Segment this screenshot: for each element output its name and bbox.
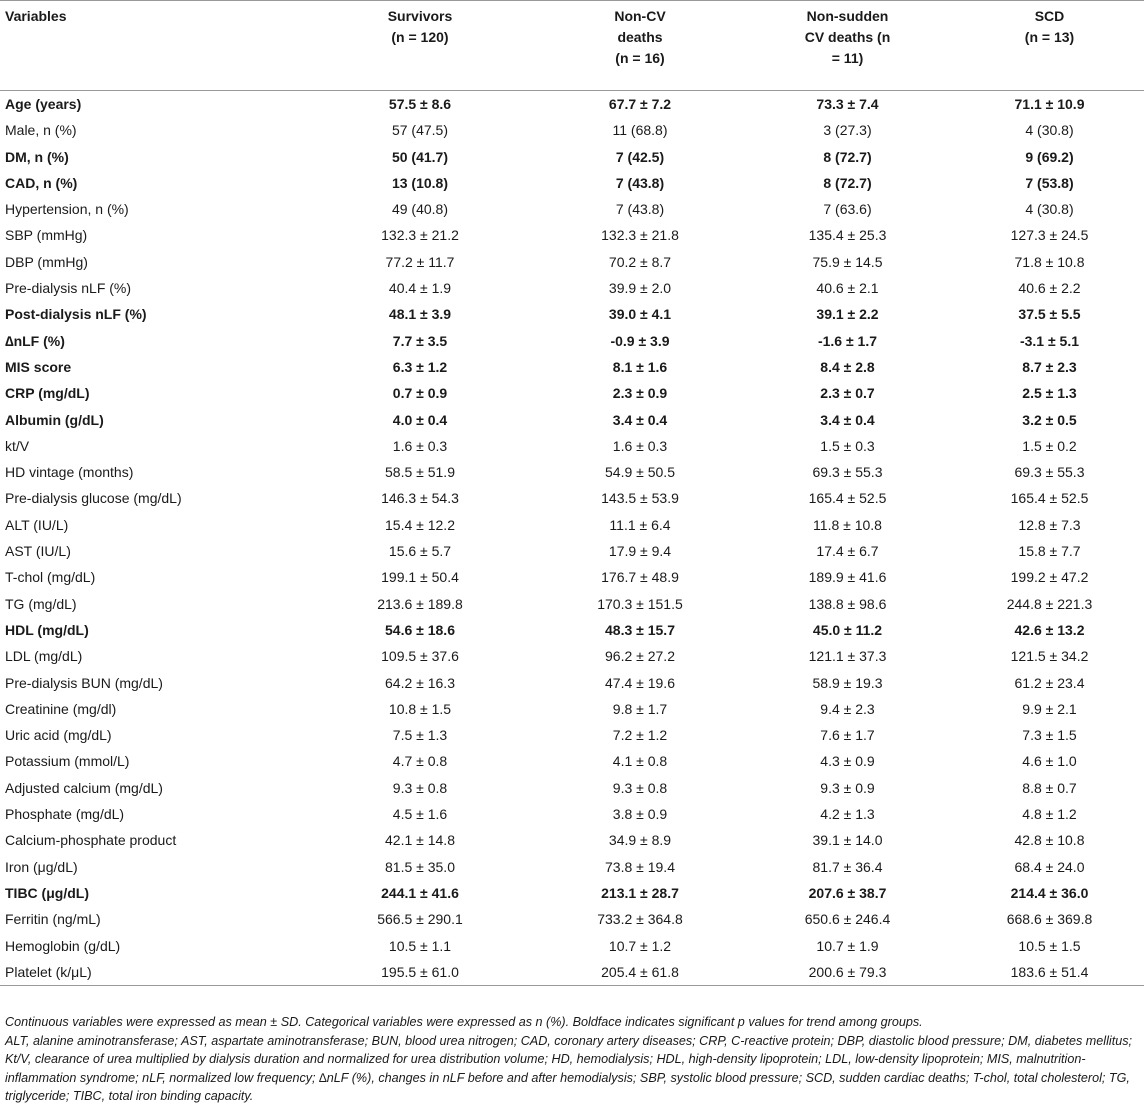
- value-cell: 183.6 ± 51.4: [955, 959, 1144, 986]
- variable-name-cell: ∆nLF (%): [5, 332, 65, 349]
- table-header: [0, 1, 1144, 91]
- value-cell: 42.8 ± 10.8: [1014, 832, 1085, 849]
- value-cell: 96.2 ± 27.2: [605, 648, 675, 665]
- column-header-line: (n = 120): [391, 29, 449, 45]
- value-cell: 9.9 ± 2.1: [1022, 700, 1077, 717]
- value-cell: 4.2 ± 1.3: [820, 806, 875, 823]
- value-cell: 7.6 ± 1.7: [820, 727, 875, 744]
- table-row: [0, 170, 1144, 196]
- value-cell: 4.1 ± 0.8: [612, 753, 668, 770]
- value-cell: 64.2 ± 16.3: [385, 674, 455, 691]
- value-cell: 10.7 ± 1.2: [608, 937, 672, 954]
- table-row: [0, 91, 1144, 118]
- value-cell: 10.7 ± 1.9: [816, 937, 879, 954]
- column-header: [740, 1, 955, 91]
- table-row: [0, 354, 1144, 380]
- value-cell: 135.4 ± 25.3: [808, 227, 887, 244]
- value-cell: 57 (47.5): [391, 122, 449, 139]
- value-cell: 9.8 ± 1.7: [612, 700, 668, 717]
- column-header-line: Variables: [5, 8, 67, 24]
- variable-name-cell: Calcium-phosphate product: [5, 832, 177, 849]
- variable-name-cell: Pre-dialysis glucose (mg/dL): [5, 490, 182, 507]
- value-cell: 121.1 ± 37.3: [808, 648, 887, 665]
- value-cell: 1.6 ± 0.3: [392, 437, 448, 454]
- value-cell: 7 (42.5): [615, 148, 665, 165]
- value-cell: 6.3 ± 1.2: [392, 358, 448, 375]
- column-header-line: (n = 16): [615, 50, 665, 66]
- value-cell: -1.6 ± 1.7: [817, 332, 878, 349]
- value-cell: 4.3 ± 0.9: [820, 753, 875, 770]
- table-row: [0, 722, 1144, 748]
- variable-name-cell: CRP (mg/dL): [5, 385, 90, 402]
- table-footnote: [5, 1013, 1135, 1106]
- variable-name-cell: Post-dialysis nLF (%): [5, 306, 147, 323]
- table-row: [0, 275, 1144, 301]
- value-cell: 70.2 ± 8.7: [608, 253, 672, 270]
- variable-name-cell: Pre-dialysis nLF (%): [5, 280, 132, 297]
- variable-name-cell: Pre-dialysis BUN (mg/dL): [5, 674, 163, 691]
- value-cell: 10.8 ± 1.5: [388, 700, 452, 717]
- value-cell: 7.7 ± 3.5: [392, 332, 448, 349]
- variable-name-cell: TG (mg/dL): [5, 595, 77, 612]
- value-cell: 10.5 ± 1.5: [1018, 937, 1081, 954]
- value-cell: 146.3 ± 54.3: [381, 490, 459, 507]
- value-cell: 7 (63.6): [823, 201, 872, 218]
- table-row: [0, 617, 1144, 643]
- value-cell: 15.8 ± 7.7: [1018, 543, 1081, 560]
- table-row: [0, 880, 1144, 906]
- column-header-line: SCD: [1034, 8, 1065, 24]
- value-cell: 39.1 ± 14.0: [812, 832, 883, 849]
- value-cell: 11.8 ± 10.8: [813, 516, 882, 533]
- value-cell: 214.4 ± 36.0: [1010, 884, 1089, 901]
- variable-name-cell: SBP (mmHg): [5, 227, 88, 244]
- value-cell: 4 (30.8): [1025, 201, 1074, 218]
- value-cell: 47.4 ± 19.6: [605, 674, 675, 691]
- value-cell: 50 (41.7): [391, 148, 449, 165]
- value-cell: 37.5 ± 5.5: [1018, 306, 1081, 323]
- value-cell: 176.7 ± 48.9: [601, 569, 679, 586]
- value-cell: 73.3 ± 7.4: [816, 96, 879, 112]
- value-cell: 2.5 ± 1.3: [1022, 385, 1077, 402]
- value-cell: 189.9 ± 41.6: [808, 569, 887, 586]
- column-header-line: CV deaths (n: [804, 29, 891, 45]
- footnote-summary: Continuous variables were expressed as mean ± SD. Categorical variables were expressed as n (%). Boldface indicates significant p values for trend among groups.: [5, 1015, 923, 1029]
- value-cell: 0.7 ± 0.9: [392, 385, 448, 402]
- value-cell: 8.8 ± 0.7: [1022, 779, 1077, 796]
- value-cell: 40.6 ± 2.1: [816, 280, 879, 297]
- value-cell: 11.1 ± 6.4: [609, 516, 671, 533]
- value-cell: 143.5 ± 53.9: [601, 490, 679, 507]
- value-cell: 48.3 ± 15.7: [605, 621, 675, 638]
- value-cell: 68.4 ± 24.0: [1014, 858, 1085, 875]
- value-cell: 109.5 ± 37.6: [381, 648, 459, 665]
- variable-name-cell: T-chol (mg/dL): [5, 569, 96, 586]
- value-cell: 67.7 ± 7.2: [608, 96, 672, 112]
- value-cell: 138.8 ± 98.6: [808, 595, 887, 612]
- value-cell: 244.8 ± 221.3: [1006, 595, 1093, 612]
- column-header: [540, 1, 740, 91]
- table-row: [0, 459, 1144, 485]
- table-row: [0, 301, 1144, 327]
- value-cell: 75.9 ± 14.5: [812, 253, 883, 270]
- table-header-row: [0, 1, 1144, 91]
- value-cell: 7 (43.8): [615, 201, 665, 218]
- column-header-line: deaths: [617, 29, 663, 45]
- value-cell: 10.5 ± 1.1: [388, 937, 452, 954]
- table-row: [0, 249, 1144, 275]
- value-cell: 48.1 ± 3.9: [388, 306, 452, 323]
- variable-name-cell: Adjusted calcium (mg/dL): [5, 779, 163, 796]
- variable-name-cell: TIBC (μg/dL): [5, 884, 89, 901]
- value-cell: -3.1 ± 5.1: [1019, 332, 1080, 349]
- value-cell: 4 (30.8): [1025, 122, 1074, 139]
- column-header-line: (n = 13): [1024, 29, 1075, 45]
- value-cell: 73.8 ± 19.4: [605, 858, 675, 875]
- value-cell: 8.4 ± 2.8: [820, 358, 875, 375]
- value-cell: 7 (43.8): [615, 174, 665, 191]
- value-cell: 3.4 ± 0.4: [612, 411, 668, 428]
- value-cell: 9.3 ± 0.8: [612, 779, 668, 796]
- value-cell: 200.6 ± 79.3: [740, 959, 955, 986]
- value-cell: 7 (53.8): [1025, 174, 1074, 191]
- value-cell: 81.7 ± 36.4: [812, 858, 883, 875]
- variable-name-cell: DM, n (%): [5, 148, 69, 165]
- value-cell: 4.8 ± 1.2: [1022, 806, 1077, 823]
- variable-name-cell: Ferritin (ng/mL): [5, 911, 101, 928]
- value-cell: 2.3 ± 0.9: [612, 385, 668, 402]
- value-cell: 71.8 ± 10.8: [1014, 253, 1085, 270]
- table-row: [0, 144, 1144, 170]
- value-cell: 9 (69.2): [1025, 148, 1074, 165]
- value-cell: 9.3 ± 0.9: [820, 779, 875, 796]
- value-cell: 121.5 ± 34.2: [1010, 648, 1089, 665]
- value-cell: 165.4 ± 52.5: [1010, 490, 1089, 507]
- value-cell: 39.9 ± 2.0: [608, 280, 672, 297]
- value-cell: 69.3 ± 55.3: [812, 464, 883, 481]
- value-cell: 17.9 ± 9.4: [608, 543, 672, 560]
- value-cell: 650.6 ± 246.4: [804, 911, 891, 928]
- value-cell: 40.4 ± 1.9: [388, 280, 452, 297]
- table-row: [0, 696, 1144, 722]
- value-cell: 17.4 ± 6.7: [816, 543, 879, 560]
- variable-name-cell: DBP (mmHg): [5, 253, 88, 270]
- value-cell: 7.2 ± 1.2: [612, 727, 668, 744]
- value-cell: 8.1 ± 1.6: [612, 358, 668, 375]
- value-cell: 7.3 ± 1.5: [1022, 727, 1077, 744]
- value-cell: 69.3 ± 55.3: [1014, 464, 1085, 481]
- value-cell: 39.0 ± 4.1: [608, 306, 672, 323]
- value-cell: 12.8 ± 7.3: [1018, 516, 1081, 533]
- table-row: [0, 512, 1144, 538]
- value-cell: 8 (72.7): [823, 148, 872, 165]
- value-cell: 15.4 ± 12.2: [385, 516, 455, 533]
- value-cell: 195.5 ± 61.0: [300, 959, 540, 986]
- value-cell: 54.6 ± 18.6: [385, 621, 455, 638]
- value-cell: 40.6 ± 2.2: [1018, 280, 1081, 297]
- value-cell: 1.5 ± 0.2: [1022, 437, 1077, 454]
- value-cell: 1.5 ± 0.3: [820, 437, 875, 454]
- value-cell: 8.7 ± 2.3: [1022, 358, 1077, 375]
- table-row: [0, 485, 1144, 511]
- value-cell: 81.5 ± 35.0: [385, 858, 455, 875]
- variable-name-cell: Hypertension, n (%): [5, 201, 129, 218]
- value-cell: 3.8 ± 0.9: [612, 806, 668, 823]
- variable-name-cell: Uric acid (mg/dL): [5, 727, 112, 744]
- variable-name-cell: HDL (mg/dL): [5, 621, 89, 638]
- table-row: [0, 117, 1144, 143]
- value-cell: 213.6 ± 189.8: [377, 595, 463, 612]
- table-row: [0, 407, 1144, 433]
- table-row: [0, 748, 1144, 774]
- variable-name-cell: AST (IU/L): [5, 543, 71, 560]
- value-cell: 13 (10.8): [391, 174, 449, 191]
- table-row: [0, 538, 1144, 564]
- value-cell: 45.0 ± 11.2: [812, 621, 883, 638]
- value-cell: 58.9 ± 19.3: [812, 674, 883, 691]
- variable-name-cell: Phosphate (mg/dL): [5, 806, 125, 823]
- table-row: [0, 643, 1144, 669]
- table-row: [0, 801, 1144, 827]
- value-cell: 49 (40.8): [391, 201, 449, 218]
- value-cell: 2.3 ± 0.7: [820, 385, 875, 402]
- value-cell: 77.2 ± 11.7: [385, 253, 455, 270]
- variable-name-cell: Potassium (mmol/L): [5, 753, 130, 770]
- column-header: [955, 1, 1144, 91]
- table-row: [0, 933, 1144, 959]
- value-cell: 213.1 ± 28.7: [601, 884, 679, 901]
- value-cell: 207.6 ± 38.7: [808, 884, 887, 901]
- value-cell: 34.9 ± 8.9: [608, 832, 672, 849]
- value-cell: 4.7 ± 0.8: [392, 753, 448, 770]
- value-cell: -0.9 ± 3.9: [610, 332, 670, 349]
- variable-name-cell: Albumin (g/dL): [5, 411, 104, 428]
- table-row: [0, 196, 1144, 222]
- variable-name-cell: ALT (IU/L): [5, 516, 69, 533]
- table-row: [0, 775, 1144, 801]
- value-cell: 733.2 ± 364.8: [597, 911, 683, 928]
- variable-name-cell: Creatinine (mg/dl): [5, 700, 117, 717]
- value-cell: 3.4 ± 0.4: [820, 411, 875, 428]
- value-cell: 4.0 ± 0.4: [392, 411, 448, 428]
- footnote-abbreviations: ALT, alanine aminotransferase; AST, aspartate aminotransferase; BUN, blood urea nitrogen; CAD, coronary artery diseases; CRP, C-reactive protein; DBP, diastolic blood pressure; DM, diabetes mellitus; Kt/V, clearance of urea multiplied by dialysis duration and normalized for urea distribution volume; HD, hemodialysis; HDL, high-density lipoprotein; LDL, low-density lipoprotein; MIS, malnutrition-inflammation syndrome; nLF, normalized low frequency; ∆nLF (%), changes in nLF before and after hemodialysis; SBP, systolic blood pressure; SCD, sudden cardiac deaths; T-chol, total cholesterol; TG, triglyceride; TIBC, total iron binding capacity.: [5, 1033, 1132, 1104]
- table-row: [0, 854, 1144, 880]
- value-cell: 39.1 ± 2.2: [816, 306, 879, 323]
- table-row: [0, 564, 1144, 590]
- variable-name-cell: Age (years): [5, 96, 82, 112]
- column-header-line: Survivors: [387, 8, 453, 24]
- value-cell: 15.6 ± 5.7: [388, 543, 452, 560]
- column-header-line: Non-sudden: [806, 8, 889, 24]
- value-cell: 57.5 ± 8.6: [388, 96, 452, 112]
- value-cell: 42.6 ± 13.2: [1014, 621, 1085, 638]
- value-cell: 58.5 ± 51.9: [385, 464, 455, 481]
- value-cell: 199.2 ± 47.2: [1010, 569, 1089, 586]
- column-header-line: Non-CV: [614, 8, 666, 24]
- table-row: [0, 328, 1144, 354]
- value-cell: 132.3 ± 21.8: [601, 227, 679, 244]
- variable-name-cell: Male, n (%): [5, 122, 77, 139]
- value-cell: 7.5 ± 1.3: [392, 727, 448, 744]
- value-cell: 566.5 ± 290.1: [377, 911, 463, 928]
- column-header: [0, 1, 300, 91]
- variable-name-cell: CAD, n (%): [5, 174, 78, 191]
- column-header-line: = 11): [831, 50, 864, 66]
- variable-name-cell: LDL (mg/dL): [5, 648, 83, 665]
- table-row: [0, 222, 1144, 248]
- value-cell: 8 (72.7): [823, 174, 872, 191]
- value-cell: 9.4 ± 2.3: [820, 700, 875, 717]
- table-row: [0, 433, 1144, 459]
- variable-name-cell: Platelet (k/μL): [0, 959, 300, 986]
- value-cell: 61.2 ± 23.4: [1014, 674, 1085, 691]
- value-cell: 4.6 ± 1.0: [1022, 753, 1077, 770]
- variable-name-cell: Hemoglobin (g/dL): [5, 937, 121, 954]
- value-cell: 3 (27.3): [823, 122, 872, 139]
- table-row: [0, 670, 1144, 696]
- value-cell: 71.1 ± 10.9: [1014, 96, 1085, 112]
- variable-name-cell: MIS score: [5, 358, 72, 375]
- table-row: [0, 591, 1144, 617]
- value-cell: 3.2 ± 0.5: [1022, 411, 1077, 428]
- table-body: [0, 91, 1144, 986]
- value-cell: 199.1 ± 50.4: [381, 569, 459, 586]
- value-cell: 42.1 ± 14.8: [385, 832, 455, 849]
- table-row: [0, 380, 1144, 406]
- value-cell: 205.4 ± 61.8: [540, 959, 740, 986]
- value-cell: 132.3 ± 21.2: [381, 227, 459, 244]
- value-cell: 170.3 ± 151.5: [597, 595, 683, 612]
- value-cell: 11 (68.8): [612, 122, 668, 139]
- variable-name-cell: Iron (μg/dL): [5, 858, 78, 875]
- value-cell: 668.6 ± 369.8: [1006, 911, 1093, 928]
- table-row: [0, 906, 1144, 932]
- variable-name-cell: HD vintage (months): [5, 464, 134, 481]
- value-cell: 165.4 ± 52.5: [808, 490, 887, 507]
- value-cell: 4.5 ± 1.6: [392, 806, 448, 823]
- value-cell: 54.9 ± 50.5: [605, 464, 675, 481]
- value-cell: 9.3 ± 0.8: [392, 779, 448, 796]
- table-row: [0, 959, 1144, 986]
- value-cell: 127.3 ± 24.5: [1010, 227, 1089, 244]
- variable-name-cell: kt/V: [5, 437, 30, 454]
- table-row: [0, 827, 1144, 853]
- column-header: [300, 1, 540, 91]
- value-cell: 1.6 ± 0.3: [612, 437, 668, 454]
- value-cell: 244.1 ± 41.6: [381, 884, 459, 901]
